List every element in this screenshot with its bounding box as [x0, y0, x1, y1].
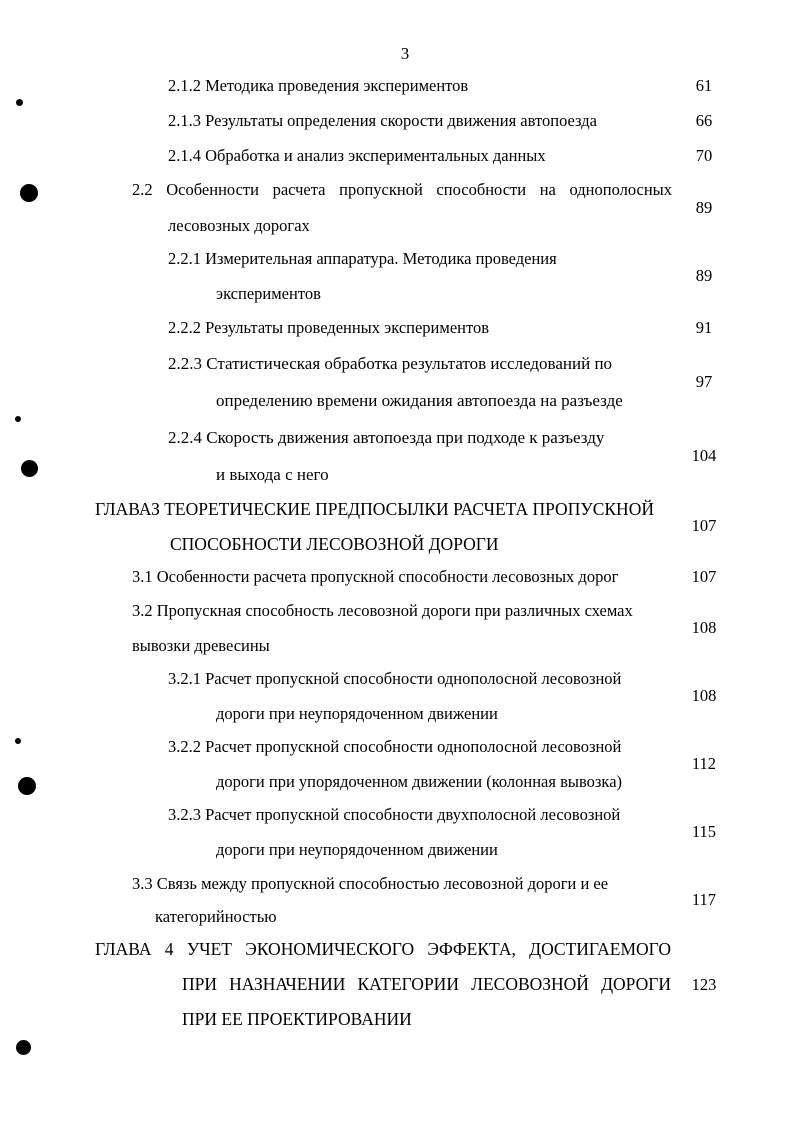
- toc-entry-page: 97: [695, 372, 713, 391]
- toc-entry-page: 89: [695, 266, 713, 285]
- toc-entry-title-cont: вывозки древесины: [132, 636, 270, 655]
- page-number: 3: [400, 44, 410, 63]
- toc-entry-title: 2.2.4 Скорость движения автопоезда при подходе к разъезду: [168, 428, 605, 447]
- toc-entry-title-cont: категорийностью: [155, 907, 277, 926]
- chapter-title-cont: СПОСОБНОСТИ ЛЕСОВОЗНОЙ ДОРОГИ: [170, 534, 499, 554]
- toc-entry-page: 104: [691, 446, 717, 465]
- toc-entry-page: 108: [691, 618, 717, 637]
- toc-entry-page: 61: [695, 76, 713, 95]
- toc-entry-title-cont: определению времени ожидания автопоезда на разъезде: [216, 391, 623, 410]
- chapter-title-cont: ПРИ НАЗНАЧЕНИИ КАТЕГОРИИ ЛЕСОВОЗНОЙ ДОРОГИ: [182, 974, 671, 994]
- toc-entry-title: 2.2.3 Статистическая обработка результатов исследований по: [168, 354, 613, 373]
- toc-entry-title: 2.1.2 Методика проведения экспериментов: [168, 76, 469, 95]
- toc-entry-page: 123: [691, 975, 717, 994]
- toc-entry-title: 2.2.1 Измерительная аппаратура. Методика проведения: [168, 249, 557, 268]
- toc-entry-page: 89: [695, 198, 713, 217]
- chapter-title: ГЛАВА 4 УЧЕТ ЭКОНОМИЧЕСКОГО ЭФФЕКТА, ДОСТИГАЕМОГО: [95, 939, 671, 959]
- toc-entry-page: 107: [691, 516, 717, 535]
- binder-hole: [16, 1040, 31, 1055]
- toc-entry-title-cont: дороги при упорядоченном движении (колонная вывозка): [216, 772, 623, 791]
- scan-speck: [15, 416, 21, 422]
- toc-entry-title: 2.2.2 Результаты проведенных экспериментов: [168, 318, 490, 337]
- scan-speck: [15, 738, 21, 744]
- toc-entry-page: 91: [695, 318, 713, 337]
- toc-entry-title-cont: дороги при неупорядоченном движении: [216, 704, 498, 723]
- toc-entry-title-cont: и выхода с него: [216, 465, 329, 484]
- toc-entry-page: 70: [695, 146, 713, 165]
- toc-entry-title: 3.2.3 Расчет пропускной способности двухполосной лесовозной: [168, 805, 621, 824]
- chapter-title: ГЛАВАЗ ТЕОРЕТИЧЕСКИЕ ПРЕДПОСЫЛКИ РАСЧЕТА ПРОПУСКНОЙ: [95, 499, 654, 519]
- toc-entry-page: 112: [691, 754, 717, 773]
- toc-entry-page: 108: [691, 686, 717, 705]
- toc-entry-page: 107: [691, 567, 717, 586]
- toc-entry-title: 3.3 Связь между пропускной способностью лесовозной дороги и ее: [132, 874, 609, 893]
- binder-hole: [18, 777, 36, 795]
- chapter-title-cont: ПРИ ЕЕ ПРОЕКТИРОВАНИИ: [182, 1009, 412, 1029]
- toc-entry-title: 2.2 Особенности расчета пропускной способности на однополосных: [132, 180, 672, 199]
- binder-hole: [20, 184, 38, 202]
- toc-entry-title-cont: экспериментов: [216, 284, 321, 303]
- toc-entry-page: 66: [695, 111, 713, 130]
- toc-entry-page: 115: [691, 822, 717, 841]
- toc-entry-title: 3.2.1 Расчет пропускной способности однополосной лесовозной: [168, 669, 622, 688]
- toc-entry-title: 2.1.4 Обработка и анализ экспериментальных данных: [168, 146, 546, 165]
- toc-entry-title: 3.2.2 Расчет пропускной способности однополосной лесовозной: [168, 737, 622, 756]
- binder-hole: [21, 460, 38, 477]
- toc-entry-title: 2.1.3 Результаты определения скорости движения автопоезда: [168, 111, 597, 130]
- toc-entry-title-cont: дороги при неупорядоченном движении: [216, 840, 498, 859]
- toc-entry-page: 117: [691, 890, 717, 909]
- toc-entry-title: 3.2 Пропускная способность лесовозной дороги при различных схемах: [132, 601, 633, 620]
- toc-entry-title-cont: лесовозных дорогах: [168, 216, 310, 235]
- scan-speck: [16, 99, 23, 106]
- toc-entry-title: 3.1 Особенности расчета пропускной способности лесовозных дорог: [132, 567, 619, 586]
